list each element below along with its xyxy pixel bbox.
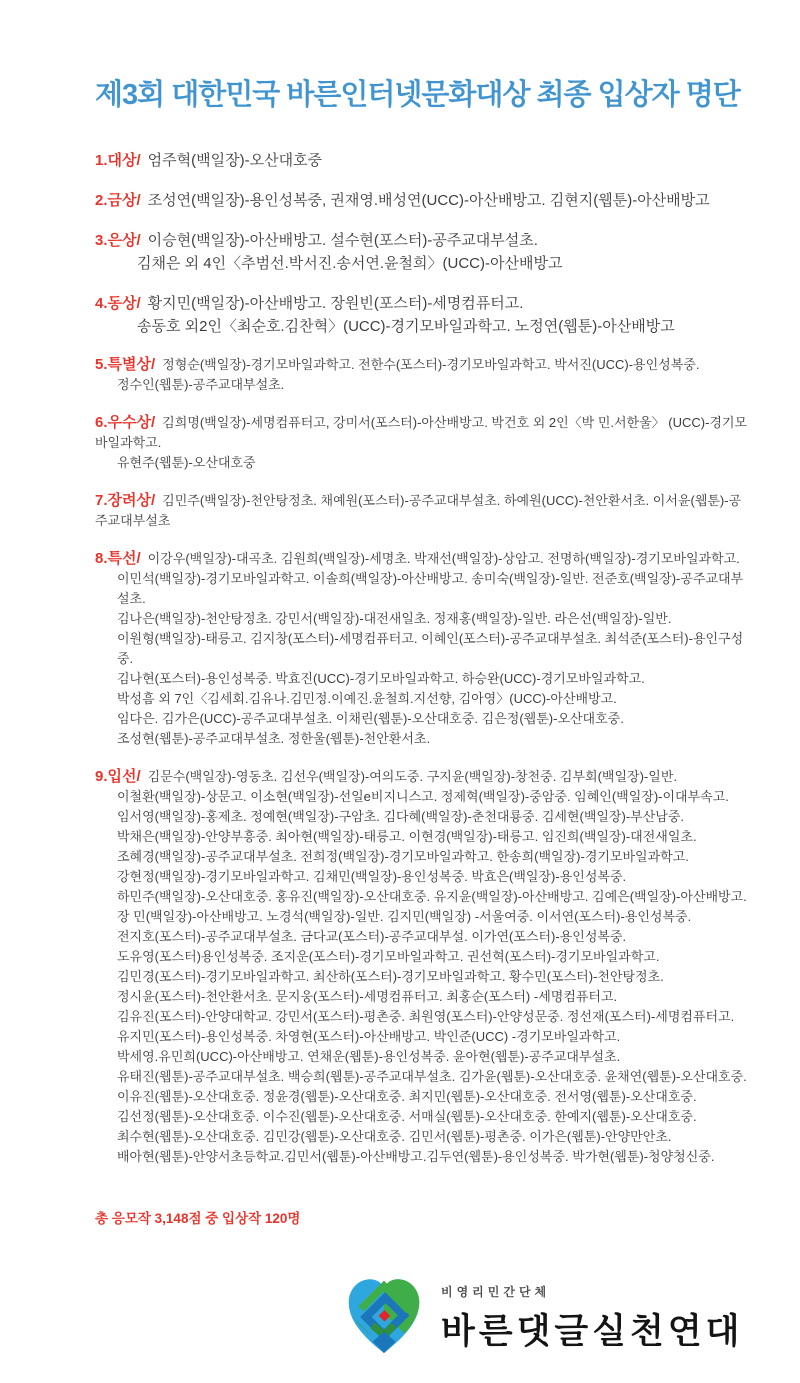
heart-knot-icon — [343, 1273, 425, 1361]
winner-line: 엄주혁(백일장)-오산대호중 — [147, 152, 323, 169]
section-label: 5.특별상/ — [95, 356, 156, 373]
section-label: 7.장려상/ — [95, 492, 156, 509]
winner-line: 임서영(백일장)-홍제초. 정예현(백일장)-구암초. 김다혜(백일장)-춘천대룡중. 김세현(백일장)-부산남중. — [117, 809, 684, 824]
section-label: 1.대상/ — [95, 152, 141, 169]
winner-line: 박세영.유민희(UCC)-아산배방고. 연채운(웹툰)-용인성복중. 윤아현(웹툰)-공주교대부설초. — [117, 1049, 621, 1064]
winner-line: 김나은(백일장)-천안탕정초. 강민서(백일장)-대전새일초. 정재홍(백일장)-일반. 라은선(백일장)-일반. — [117, 611, 672, 626]
winner-line: 강현정(백일장)-경기모바일과학고. 김채민(백일장)-용인성복중. 박효은(백일장)-용인성복중. — [117, 869, 627, 884]
award-section — [95, 767, 748, 1167]
award-section — [95, 229, 748, 275]
org-type-badge: 비영리민간단체 — [441, 1285, 551, 1299]
award-section — [95, 355, 748, 395]
award-section — [95, 292, 748, 338]
winner-line: 유지민(포스터)-용인성복중. 차영현(포스터)-아산배방고. 박인준(UCC) -경기모바일과학고. — [117, 1029, 621, 1044]
award-section — [95, 189, 748, 212]
winner-line: 조성현(웹툰)-공주교대부설초. 정한울(웹툰)-천안환서초. — [117, 731, 431, 746]
section-label: 9.입선/ — [95, 768, 141, 785]
winner-line: 김문수(백일장)-영동초. 김선우(백일장)-여의도중. 구지윤(백일장)-창천중. 김부회(백일장)-일반. — [147, 769, 677, 784]
total-summary: 총 응모작 3,148점 중 입상작 120명 — [95, 1211, 301, 1226]
winner-line: 전지호(포스터)-공주교대부설초. 금다교(포스터)-공주교대부설. 이가연(포스터)-용인성복중. — [117, 929, 627, 944]
winner-line: 이강우(백일장)-대곡초. 김원희(백일장)-세명초. 박재선(백일장)-상암고. 전명하(백일장)-경기모바일과학고. — [147, 551, 740, 566]
winner-line: 김나현(포스터)-용인성복중. 박효진(UCC)-경기모바일과학고. 하승완(UCC)-경기모바일과학고. — [117, 671, 645, 686]
winner-line: 김희명(백일장)-세명컴퓨터고, 강미서(포스터)-아산배방고. 박건호 외 2인〈박 민.서한울〉 (UCC)-경기모바일과학고. — [95, 415, 748, 450]
winner-line: 배아현(웹툰)-안양서초등학교.김민서(웹툰)-아산배방고.김두연(웹툰)-용인성복중. 박가현(웹툰)-청양청신중. — [117, 1149, 715, 1164]
winner-line: 황지민(백일장)-아산배방고. 장원빈(포스터)-세명컴퓨터고. — [147, 295, 524, 312]
winner-line: 박성흠 외 7인〈김세회.김유나.김민정.이예진.윤철희.지선향, 김아영〉(UCC)-아산배방고. — [117, 691, 617, 706]
winner-line: 이승현(백일장)-아산배방고. 설수현(포스터)-공주교대부설초. — [147, 232, 538, 249]
page-title: 제3회 대한민국 바른인터넷문화대상 최종 입상자 명단 — [95, 79, 740, 111]
winner-line: 김선정(웹툰)-오산대호중. 이수진(웹툰)-오산대호중. 서매실(웹툰)-오산대호중. 한예지(웹툰)-오산대호중. — [117, 1109, 697, 1124]
winner-line: 장 민(백일장)-아산배방고. 노경석(백일장)-일반. 김지민(백일장) -서울여중. 이서연(포스터)-용인성복중. — [117, 909, 692, 924]
section-label: 4.동상/ — [95, 295, 141, 312]
winner-line: 하민주(백일장)-오산대호중. 홍유진(백일장)-오산대호중. 유지윤(백일장)-아산배방고. 김예은(백일장)-아산배방고. — [117, 889, 747, 904]
winner-line: 김민경(포스터)-경기모바일과학고. 최산하(포스터)-경기모바일과학고. 황수민(포스터)-천안탕정초. — [117, 969, 664, 984]
award-section — [95, 549, 748, 749]
award-section — [95, 149, 748, 172]
winner-line: 도유영(포스터)용인성복중. 조지운(포스터)-경기모바일과학고. 권선혁(포스터)-경기모바일과학고. — [117, 949, 660, 964]
winner-line: 유태진(웹툰)-공주교대부설초. 백승희(웹툰)-공주교대부설초. 김가윤(웹툰)-오산대호중. 윤채연(웹툰)-오산대호중. — [117, 1069, 747, 1084]
org-name: 바른댓글실천연대 — [441, 1312, 744, 1351]
winner-line: 김민주(백일장)-천안탕정초. 채예원(포스터)-공주교대부설초. 하예원(UCC)-천안환서초. 이서윤(웹툰)-공주교대부설초 — [95, 493, 742, 528]
winner-line: 정수인(웹툰)-공주교대부설초. — [117, 377, 285, 392]
winner-line: 정시윤(포스터)-천안환서초. 문지웅(포스터)-세명컴퓨터고. 최홍순(포스터) -세명컴퓨터고. — [117, 989, 618, 1004]
winner-line: 조혜경(백일장)-공주교대부설초. 전희정(백일장)-경기모바일과학고. 한송희(백일장)-경기모바일과학고. — [117, 849, 689, 864]
section-label: 6.우수상/ — [95, 414, 156, 431]
winner-line: 박채은(백일장)-안양부흥중. 최아현(백일장)-태릉고. 이현경(백일장)-태릉고. 임진희(백일장)-대전새일초. — [117, 829, 697, 844]
winner-line: 이원형(백일장)-태릉고. 김지창(포스터)-세명컴퓨터고. 이혜인(포스터)-공주교대부설초. 최석준(포스터)-용인구성중. — [117, 631, 744, 666]
winner-line: 이민석(백일장)-경기모바일과학고. 이솔희(백일장)-아산배방고. 송미숙(백일장)-일반. 전준호(백일장)-공주교대부설초. — [117, 571, 744, 606]
winner-line: 정형순(백일장)-경기모바일과학고. 전한수(포스터)-경기모바일과학고. 박서진(UCC)-용인성복중. — [162, 357, 700, 372]
winner-line: 조성연(백일장)-용인성복중, 권재영.배성연(UCC)-아산배방고. 김현지(웹툰)-아산배방고 — [147, 192, 710, 209]
section-label: 3.은상/ — [95, 232, 141, 249]
award-list-page — [0, 72, 800, 1361]
section-label: 2.금상/ — [95, 192, 141, 209]
award-section — [95, 413, 748, 473]
winner-line: 임다은. 김가은(UCC)-공주교대부설초. 이채린(웹툰)-오산대호중. 김은정(웹툰)-오산대호중. — [117, 711, 624, 726]
winner-line: 김유진(포스터)-안양대학교. 강민서(포스터)-평촌중. 최원영(포스터)-안양성문중. 정선재(포스터)-세명컴퓨터고. — [117, 1009, 735, 1024]
winner-line: 이유진(웹툰)-오산대호중. 정윤경(웹툰)-오산대호중. 최지민(웹툰)-오산대호중. 전서영(웹툰)-오산대호중. — [117, 1089, 697, 1104]
org-logo — [343, 1273, 748, 1361]
winner-line: 유현주(웹툰)-오산대호중 — [117, 455, 256, 470]
winner-line: 이철환(백일장)-상문고. 이소현(백일장)-선일e비지니스고. 정제혁(백일장)-중암중. 임혜인(백일장)-이대부속고. — [117, 789, 729, 804]
award-section — [95, 491, 748, 531]
org-logo-text — [441, 1273, 743, 1354]
winner-line: 최수현(웹툰)-오산대호중. 김민강(웹툰)-오산대호중. 김민서(웹툰)-평촌중. 이가은(웹툰)-안양만안초. — [117, 1129, 672, 1144]
award-sections — [95, 149, 748, 1167]
winner-line: 김채은 외 4인〈추범선.박서진.송서연.윤철희〉(UCC)-아산배방고 — [137, 255, 563, 272]
section-label: 8.특선/ — [95, 550, 141, 567]
winner-line: 송동호 외2인〈최순호.김찬혁〉(UCC)-경기모바일과학고. 노정연(웹툰)-아산배방고 — [137, 318, 675, 335]
